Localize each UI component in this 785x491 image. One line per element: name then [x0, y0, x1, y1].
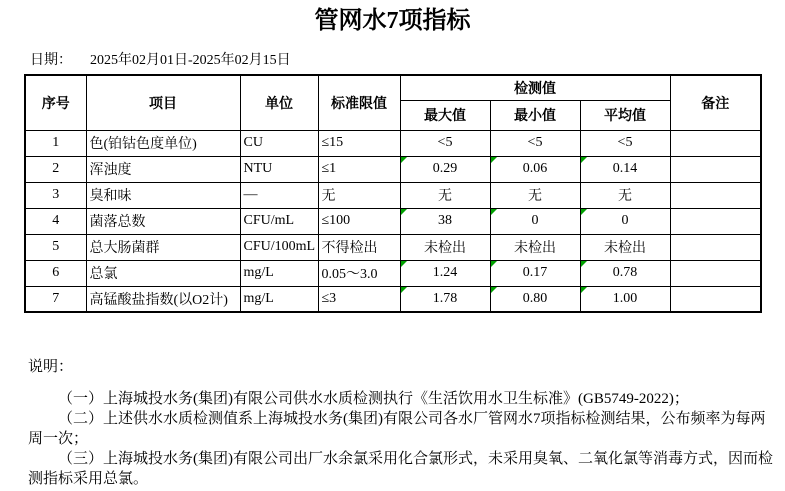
cell-avg-value: 0.14: [580, 156, 670, 182]
indicator-table: [24, 74, 762, 313]
col-header-limit: 标准限值: [318, 75, 400, 130]
cell-unit: CFU/mL: [240, 208, 318, 234]
cell-unit: CU: [240, 130, 318, 156]
cell-item: 总氯: [86, 260, 240, 286]
cell-limit: ≤3: [318, 286, 400, 312]
cell-min-value: 未检出: [490, 234, 580, 260]
col-header-min: 最小值: [490, 100, 580, 130]
cell-limit: 无: [318, 182, 400, 208]
cell-index: 7: [25, 286, 86, 312]
cell-remark: [670, 260, 761, 286]
cell-avg-value: <5: [580, 130, 670, 156]
page-title: 管网水7项指标: [314, 8, 471, 34]
table-body: [25, 130, 761, 312]
cell-min-value: 0: [490, 208, 580, 234]
cell-unit: mg/L: [240, 286, 318, 312]
table-row: [25, 208, 761, 234]
cell-item: 臭和味: [86, 182, 240, 208]
table-row: [25, 260, 761, 286]
cell-remark: [670, 208, 761, 234]
cell-index: 6: [25, 260, 86, 286]
cell-index: 1: [25, 130, 86, 156]
excel-flag-triangle-icon: [491, 157, 497, 163]
col-header-unit: 单位: [240, 75, 318, 130]
cell-max-value: 无: [400, 182, 490, 208]
cell-index: 2: [25, 156, 86, 182]
note-item: （三）上海城投水务(集团)有限公司出厂水余氯采用化合氯形式，未采用臭氧、二氧化氯等消毒方式，因而检测指标采用总氯。: [28, 451, 773, 487]
notes-label: 说明：: [28, 359, 74, 375]
cell-max-value: <5: [400, 130, 490, 156]
excel-flag-triangle-icon: [581, 261, 587, 267]
cell-max-value: 未检出: [400, 234, 490, 260]
date-value: 2025年02月01日-2025年02月15日: [90, 53, 291, 68]
notes-list: [28, 389, 776, 489]
note-item: （二）上述供水水质检测值系上海城投水务(集团)有限公司各水厂管网水7项指标检测结果，公布频率为每两周一次；: [28, 411, 766, 447]
cell-min-value: 0.17: [490, 260, 580, 286]
cell-limit: 不得检出: [318, 234, 400, 260]
cell-item: 色(铂钴色度单位): [86, 130, 240, 156]
cell-unit: mg/L: [240, 260, 318, 286]
cell-avg-value: 0.78: [580, 260, 670, 286]
excel-flag-triangle-icon: [491, 209, 497, 215]
excel-flag-triangle-icon: [401, 261, 407, 267]
cell-avg-value: 1.00: [580, 286, 670, 312]
excel-flag-triangle-icon: [401, 209, 407, 215]
cell-remark: [670, 156, 761, 182]
table-row: [25, 234, 761, 260]
excel-flag-triangle-icon: [401, 157, 407, 163]
excel-flag-triangle-icon: [581, 287, 587, 293]
cell-item: 高锰酸盐指数(以O2计): [86, 286, 240, 312]
excel-flag-triangle-icon: [491, 261, 497, 267]
col-header-remark: 备注: [670, 75, 761, 130]
cell-limit: ≤15: [318, 130, 400, 156]
cell-min-value: 0.80: [490, 286, 580, 312]
cell-item: 总大肠菌群: [86, 234, 240, 260]
cell-remark: [670, 234, 761, 260]
cell-max-value: 1.78: [400, 286, 490, 312]
table-row: [25, 182, 761, 208]
excel-flag-triangle-icon: [581, 157, 587, 163]
note-item: （一）上海城投水务(集团)有限公司供水水质检测执行《生活饮用水卫生标准》(GB5749-2022)；: [58, 391, 689, 407]
table-row: [25, 286, 761, 312]
col-header-item: 项目: [86, 75, 240, 130]
cell-item: 浑浊度: [86, 156, 240, 182]
col-header-index: 序号: [25, 75, 86, 130]
cell-unit: NTU: [240, 156, 318, 182]
cell-max-value: 38: [400, 208, 490, 234]
cell-unit: CFU/100mL: [240, 234, 318, 260]
cell-remark: [670, 182, 761, 208]
date-label: 日期：: [30, 53, 72, 68]
cell-max-value: 1.24: [400, 260, 490, 286]
cell-index: 5: [25, 234, 86, 260]
table-header: [25, 75, 761, 130]
cell-unit: —: [240, 182, 318, 208]
notes-section: [28, 357, 776, 489]
cell-index: 3: [25, 182, 86, 208]
col-header-detection-group: 检测值: [400, 75, 670, 100]
cell-min-value: 0.06: [490, 156, 580, 182]
cell-avg-value: 未检出: [580, 234, 670, 260]
table-row: [25, 130, 761, 156]
cell-remark: [670, 286, 761, 312]
excel-flag-triangle-icon: [581, 209, 587, 215]
cell-index: 4: [25, 208, 86, 234]
cell-remark: [670, 130, 761, 156]
cell-min-value: <5: [490, 130, 580, 156]
cell-avg-value: 无: [580, 182, 670, 208]
cell-avg-value: 0: [580, 208, 670, 234]
col-header-max: 最大值: [400, 100, 490, 130]
cell-limit: 0.05～3.0: [318, 260, 400, 286]
cell-item: 菌落总数: [86, 208, 240, 234]
excel-flag-triangle-icon: [491, 287, 497, 293]
cell-max-value: 0.29: [400, 156, 490, 182]
excel-flag-triangle-icon: [401, 287, 407, 293]
cell-limit: ≤1: [318, 156, 400, 182]
cell-min-value: 无: [490, 182, 580, 208]
date-line: [30, 52, 785, 69]
cell-limit: ≤100: [318, 208, 400, 234]
col-header-avg: 平均值: [580, 100, 670, 130]
table-row: [25, 156, 761, 182]
